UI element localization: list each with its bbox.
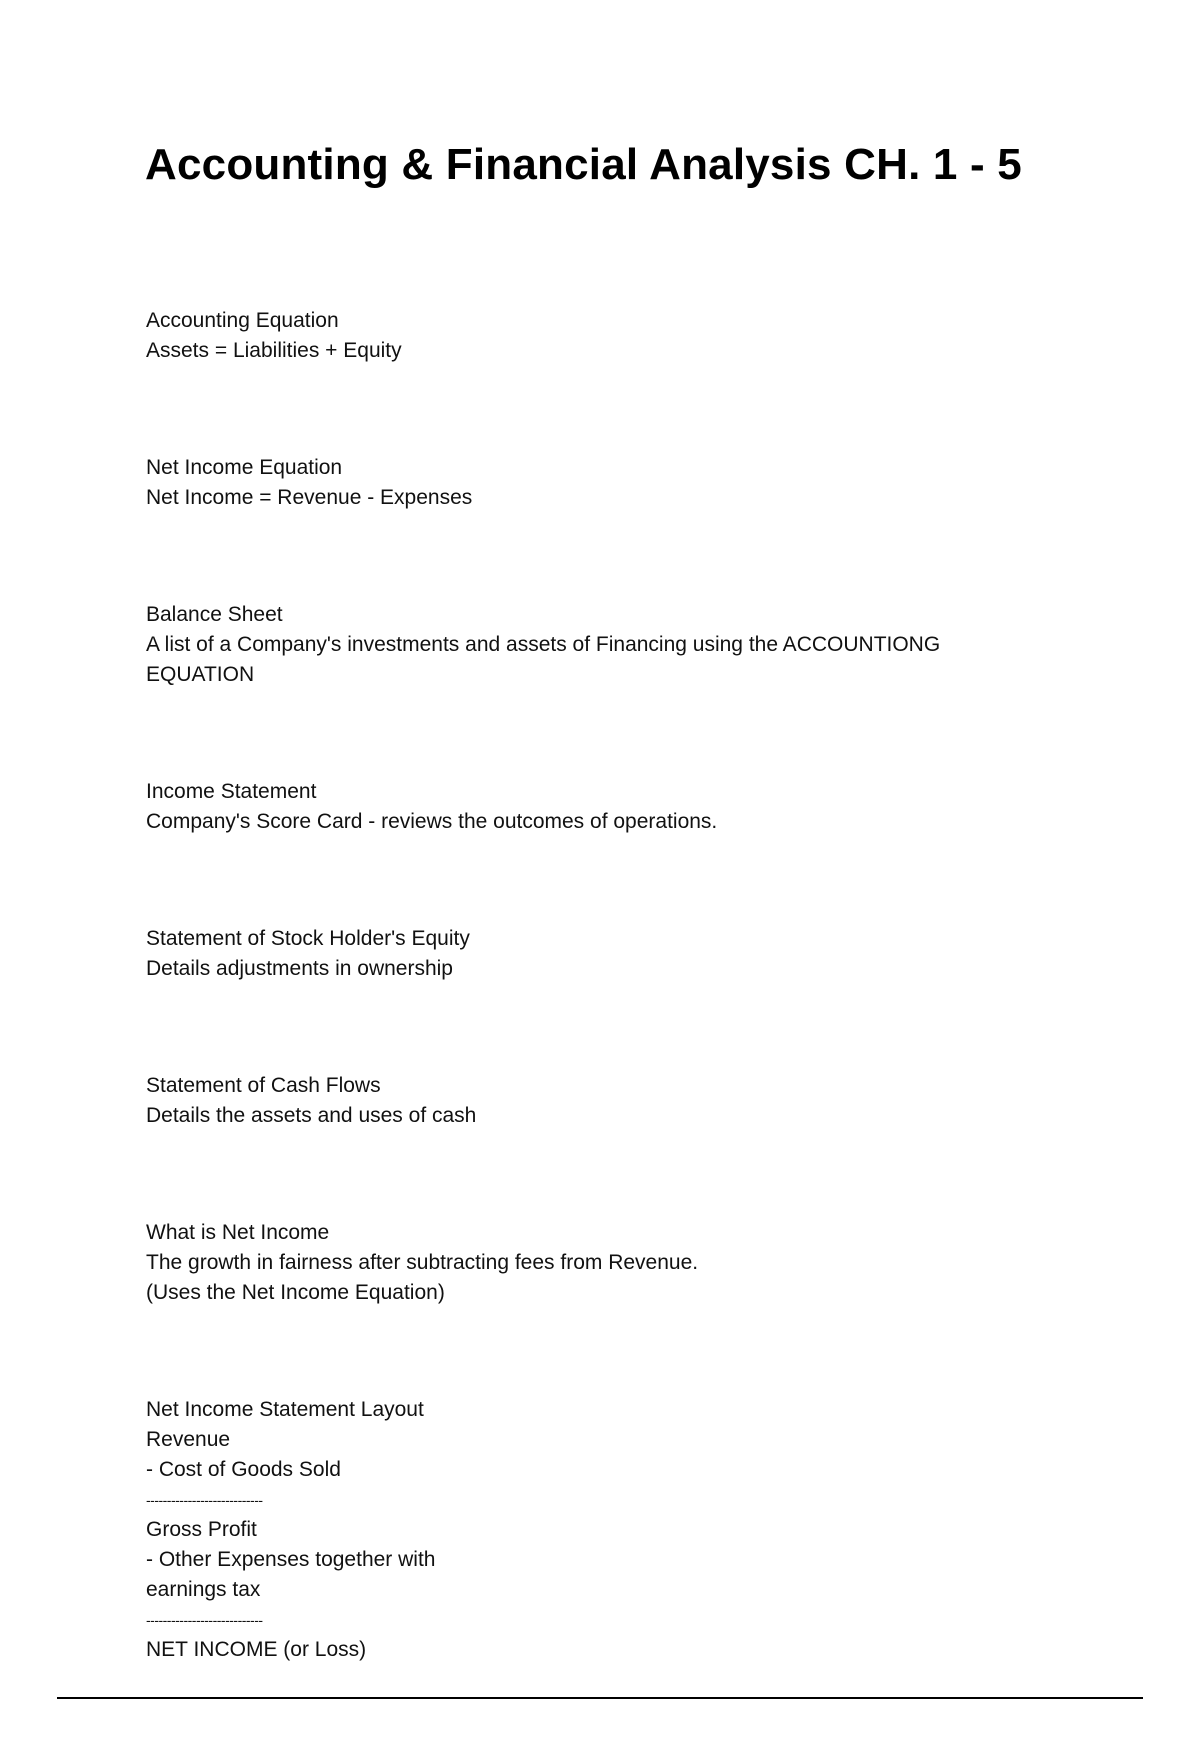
- layout-line: earnings tax: [146, 1578, 261, 1601]
- layout-line: - Other Expenses together with: [146, 1548, 436, 1571]
- entry-term: Net Income Equation: [146, 456, 343, 479]
- separator-line: ----------------------------: [146, 1612, 263, 1628]
- page-title: Accounting & Financial Analysis CH. 1 - 5: [145, 140, 1022, 189]
- entry-term: Statement of Cash Flows: [146, 1074, 381, 1097]
- entry-net-income-statement-layout: [146, 1395, 1026, 1665]
- layout-line: - Cost of Goods Sold: [146, 1458, 341, 1481]
- entry-definition: The growth in fairness after subtracting fees from Revenue. (Uses the Net Income Equation): [146, 1251, 699, 1304]
- entry-definition: Assets = Liabilities + Equity: [146, 339, 402, 362]
- layout-line: Revenue: [146, 1428, 231, 1451]
- layout-line: Gross Profit: [146, 1518, 257, 1541]
- entry-term: Net Income Statement Layout: [146, 1398, 424, 1421]
- entry-term: Balance Sheet: [146, 603, 283, 626]
- entry-definition: Company's Score Card - reviews the outcomes of operations.: [146, 810, 718, 833]
- entry-term: Income Statement: [146, 780, 317, 803]
- entry-net-income-equation: [146, 453, 1026, 513]
- entry-income-statement: [146, 777, 1026, 837]
- flashcard-list: [146, 306, 1026, 1752]
- footer-rule: [57, 1697, 1143, 1699]
- entry-term: Statement of Stock Holder's Equity: [146, 927, 470, 950]
- entry-what-is-net-income: [146, 1218, 1026, 1308]
- entry-definition: Net Income = Revenue - Expenses: [146, 486, 473, 509]
- entry-definition: Details adjustments in ownership: [146, 957, 453, 980]
- entry-term: Accounting Equation: [146, 309, 339, 332]
- layout-line: NET INCOME (or Loss): [146, 1638, 367, 1661]
- entry-stockholders-equity: [146, 924, 1026, 984]
- entry-cash-flows: [146, 1071, 1026, 1131]
- entry-accounting-equation: [146, 306, 1026, 366]
- separator-line: ----------------------------: [146, 1492, 263, 1508]
- entry-definition: Details the assets and uses of cash: [146, 1104, 477, 1127]
- entry-balance-sheet: [146, 600, 1026, 690]
- entry-definition: A list of a Company's investments and assets of Financing using the ACCOUNTIONG EQUATION: [146, 633, 941, 686]
- entry-term: What is Net Income: [146, 1221, 330, 1244]
